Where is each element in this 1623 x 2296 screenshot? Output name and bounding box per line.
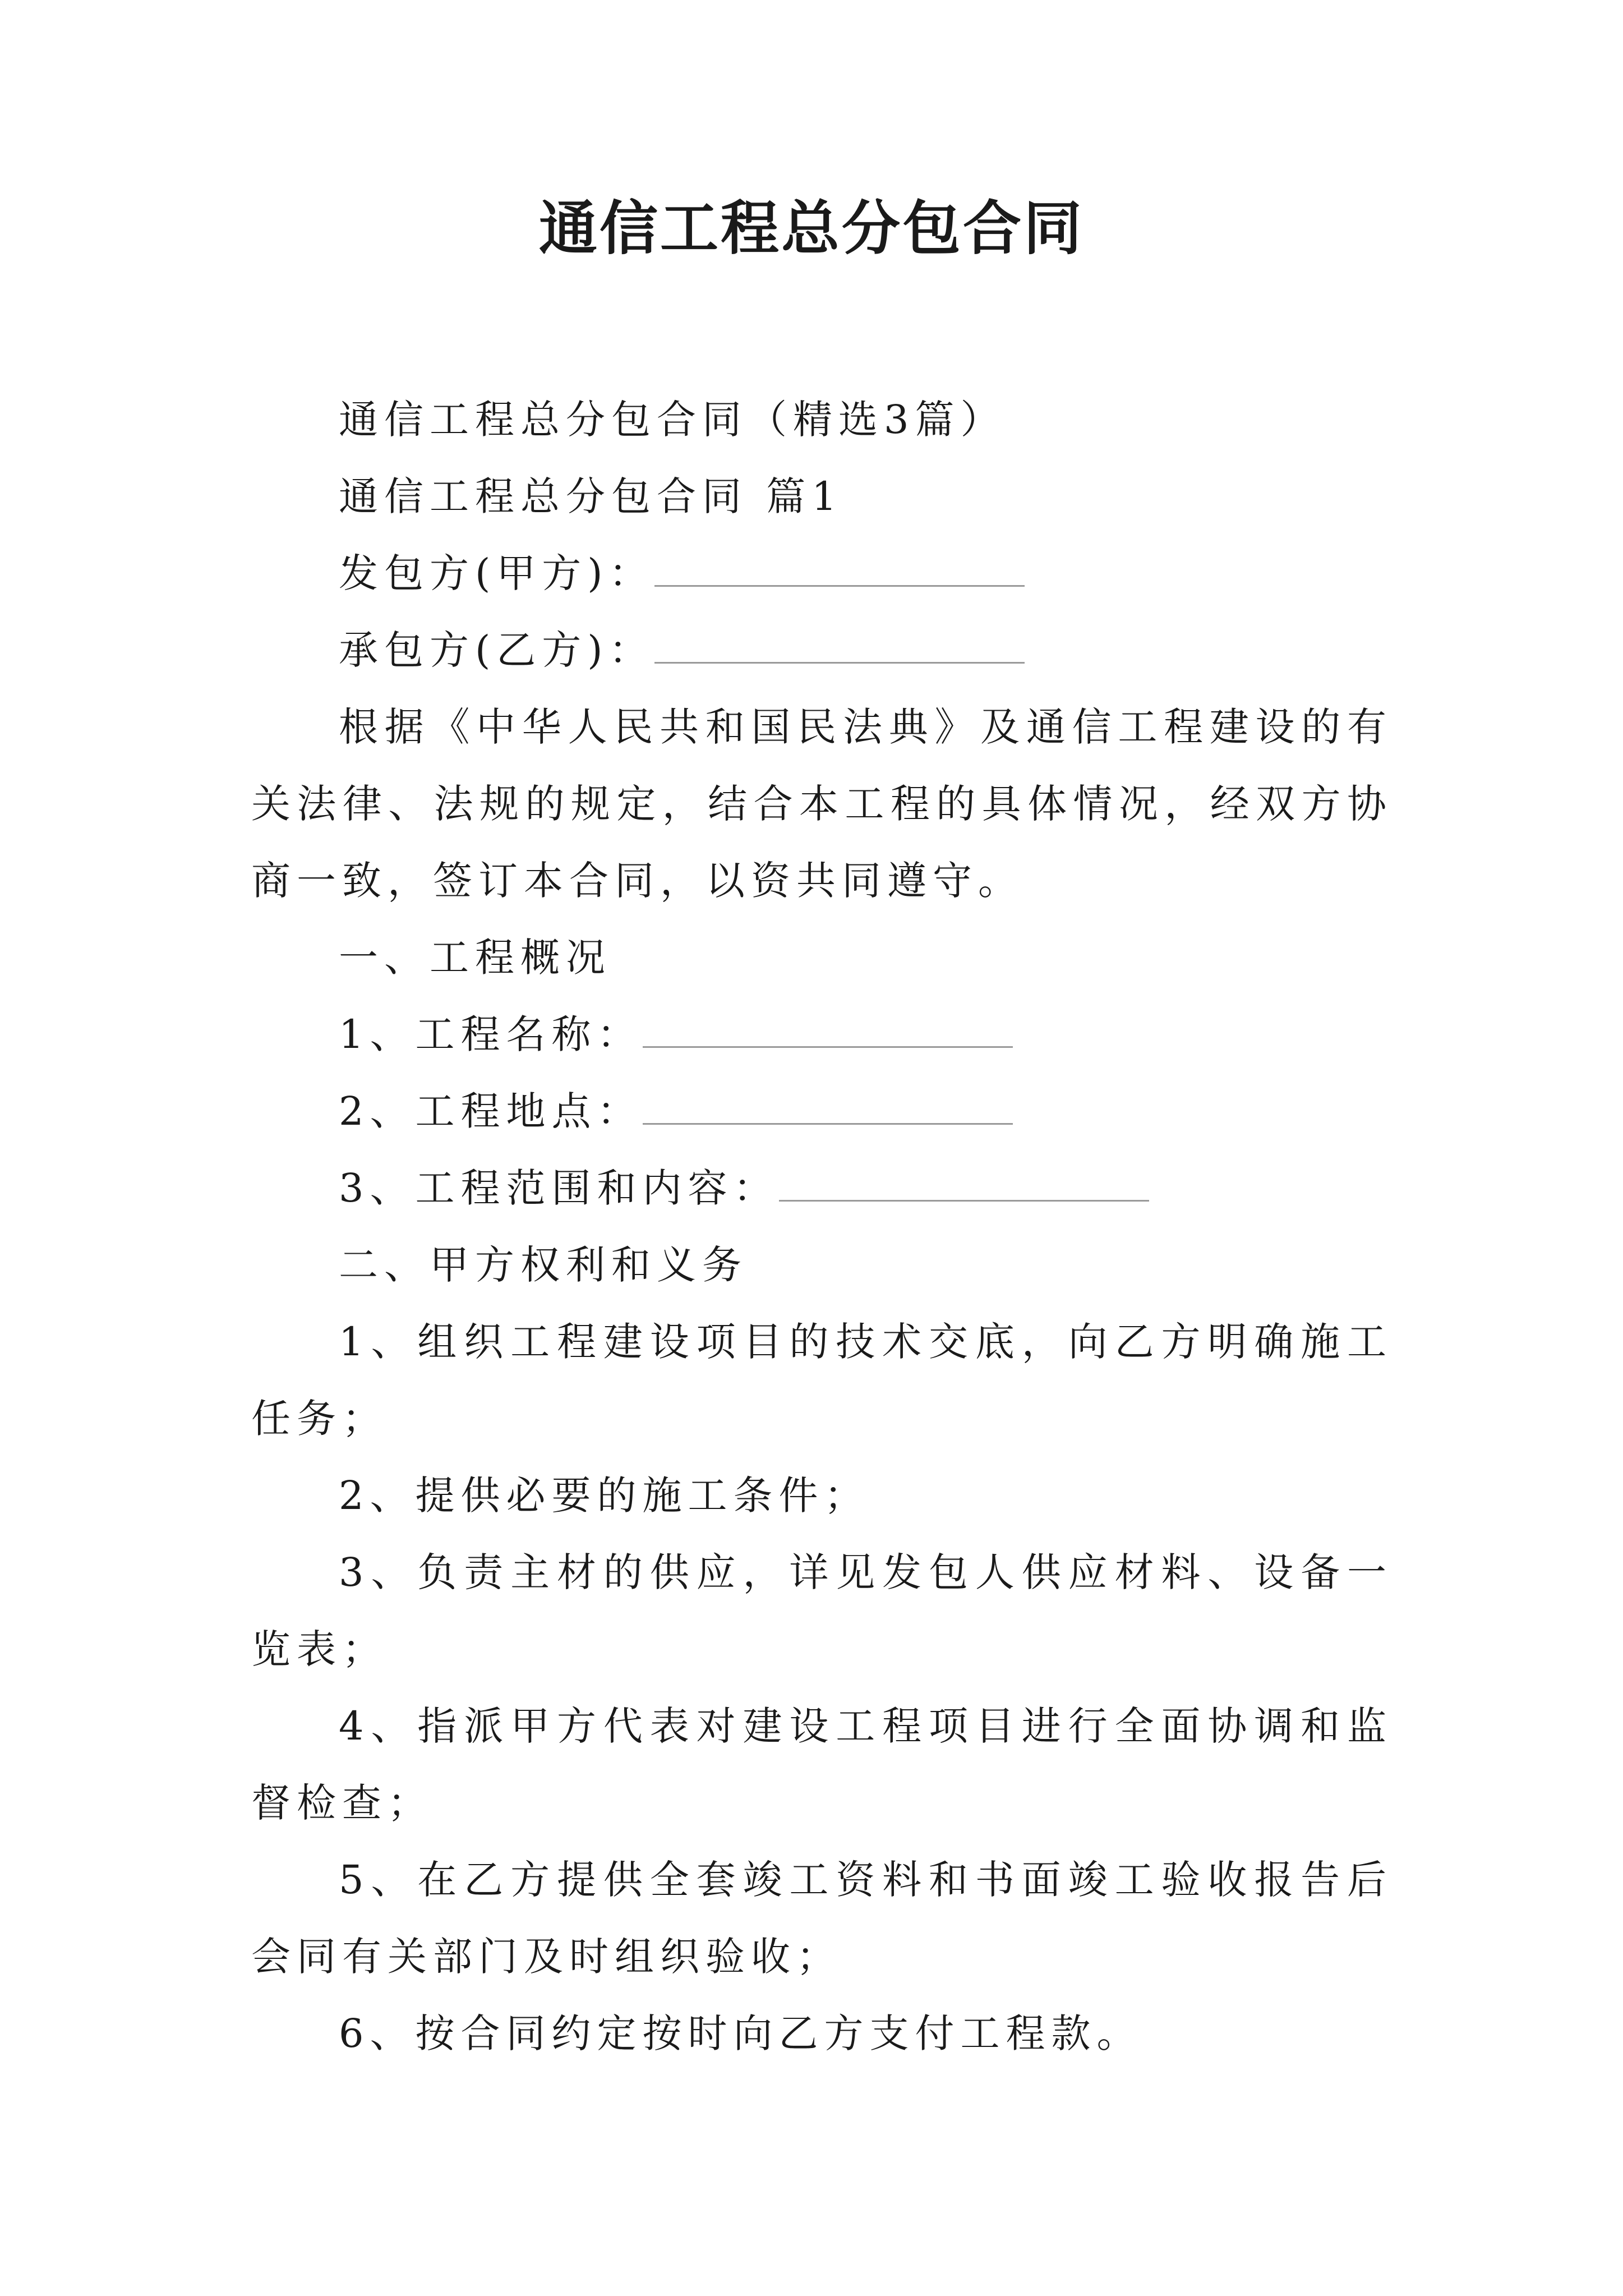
project-name-row [251, 996, 1393, 1073]
project-name-label: 1、工程名称： [339, 1011, 643, 1057]
party-a-duty-4: 4、指派甲方代表对建设工程项目进行全面协调和监督检查； [251, 1703, 1393, 1826]
party-b-blank [654, 628, 1025, 664]
party-a-duty-1: 1、组织工程建设项目的技术交底，向乙方明确施工任务； [251, 1319, 1393, 1442]
party-a-row [251, 535, 1393, 612]
preamble-paragraph: 根据《中华人民共和国民法典》及通信工程建设的有关法律、法规的规定，结合本工程的具体情况，经双方协商一致，签订本合同，以资共同遵守。 [251, 704, 1393, 904]
party-a-duty-2: 2、提供必要的施工条件； [339, 1473, 870, 1519]
document-subtitle: 通信工程总分包合同（精选3篇） [339, 397, 1006, 443]
party-a-label: 发包方(甲方)： [339, 550, 654, 596]
party-a-blank [654, 551, 1025, 587]
party-a-duty-5: 5、在乙方提供全套竣工资料和书面竣工验收报告后会同有关部门及时组织验收； [251, 1857, 1393, 1980]
project-name-blank [643, 1013, 1013, 1048]
party-b-label: 承包方(乙方)： [339, 627, 654, 673]
section2-heading: 二、甲方权利和义务 [339, 1242, 748, 1288]
document-title: 通信工程总分包合同 [538, 194, 1084, 263]
project-scope-blank [779, 1166, 1149, 1202]
project-location-label: 2、工程地点： [339, 1088, 643, 1134]
section-heading: 通信工程总分包合同 篇1 [339, 473, 843, 519]
project-scope-row [251, 1150, 1393, 1227]
project-scope-label: 3、工程范围和内容： [339, 1165, 779, 1211]
document-body [251, 381, 1393, 2072]
party-a-duty-6: 6、按合同约定按时向乙方支付工程款。 [339, 2010, 1142, 2056]
project-location-blank [643, 1089, 1013, 1125]
section1-heading: 一、工程概况 [339, 935, 611, 981]
project-location-row [251, 1073, 1393, 1150]
party-a-duty-3: 3、负责主材的供应，详见发包人供应材料、设备一览表； [251, 1549, 1393, 1672]
party-b-row [251, 612, 1393, 689]
